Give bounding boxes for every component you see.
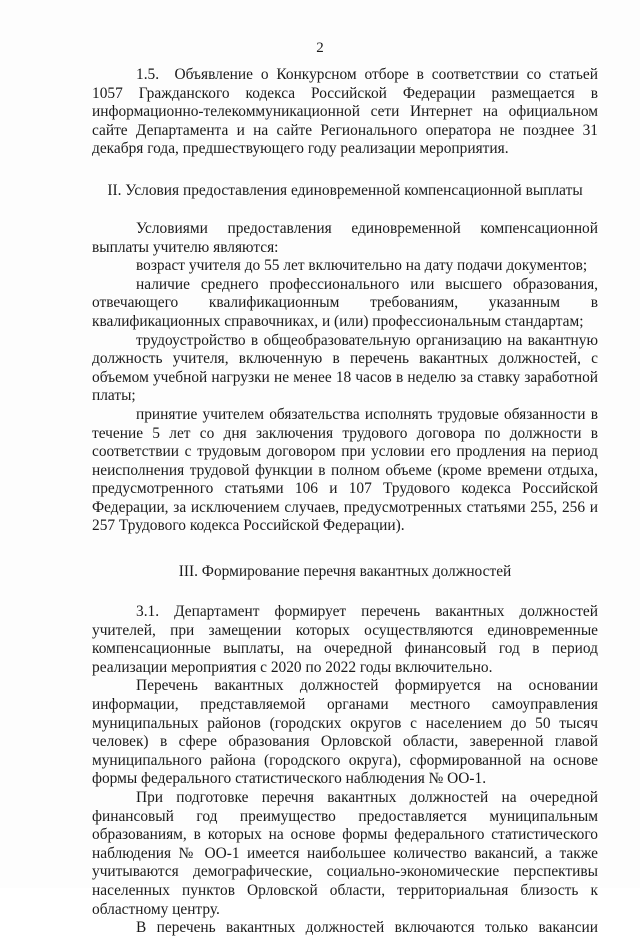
document-body bbox=[92, 66, 598, 938]
section-2-heading: II. Условия предоставления единовременной компенсационной выплаты bbox=[107, 181, 583, 199]
section-3-paragraph: В перечень вакантных должностей включаются только вакансии bbox=[136, 919, 598, 937]
section-3-paragraph: 3.1. Департамент формирует перечень вакантных должностей учителей, при замещении которых осуществляются единовременные компенсационные выплаты, на очередной финансовый год в период реализации мероприятия с 2020 по 2022 годы включительно. bbox=[92, 603, 598, 676]
section-2-paragraph: трудоустройство в общеобразовательную организацию на вакантную должность учителя, включенную в перечень вакантных должностей, с объемом учебной нагрузки не менее 18 часов в неделю за ставку заработной платы; bbox=[92, 331, 598, 405]
section-2-paragraph: наличие среднего профессионального или высшего образования, отвечающего квалификационным требованиям, указанным в квалификационных справочниках, и (или) профессиональным стандартам; bbox=[92, 275, 598, 330]
section-2-paragraph: Условиями предоставления единовременной компенсационной выплаты учителю являются: bbox=[92, 219, 598, 256]
section-3-heading: III. Формирование перечня вакантных должностей bbox=[178, 563, 512, 581]
clause-1-5 bbox=[92, 66, 598, 159]
section-2-paragraph: принятие учителем обязательства исполнять трудовые обязанности в течение 5 лет со дня заключения трудового договора по должности в соответствии с трудовым договором при условии его продления на период неисполнения трудовой функции в полном объеме (кроме времени отдыха, предусмотренного статьями 106 и 107 Трудового кодекса Российской Федерации, за исключением случаев, предусмотренных статьями 255, 256 и 257 Трудового кодекса Российской Федерации). bbox=[92, 405, 598, 535]
section-3-paragraph: При подготовке перечня вакантных должностей на очередной финансовый год преимущество предоставляется муниципальным образованиям, в которых на основе формы федерального статистического наблюдения № ОО-1 имеется наибольшее количество вакансий, а также учитываются демографические, социально-экономические перспективы населенных пунктов Орловской области, территориальная близость к областному центру. bbox=[92, 789, 598, 918]
section-2-paragraph: возраст учителя до 55 лет включительно на дату подачи документов; bbox=[136, 257, 588, 275]
section-3-paragraph: Перечень вакантных должностей формируется на основании информации, представляемой органами местного самоуправления муниципальных районов (городских округов с населением до 50 тысяч человек) в сфере образования Орловской области, заверенной главой муниципального района (городского округа), сформированной на основе формы федерального статистического наблюдения № ОО-1. bbox=[92, 677, 598, 788]
clause-1-5-number: 1.5. bbox=[136, 66, 160, 83]
clause-1-5-text: Объявление о Конкурсном отборе в соответствии со статьей 1057 Гражданского кодекса Российской Федерации размещается в информационно-телекоммуникационной сети Интернет на официальном сайте Департамента и на сайте Регионального оператора не позднее 31 декабря года, предшествующего году реализации мероприятия. bbox=[92, 66, 598, 158]
page-number: 2 bbox=[316, 40, 324, 56]
